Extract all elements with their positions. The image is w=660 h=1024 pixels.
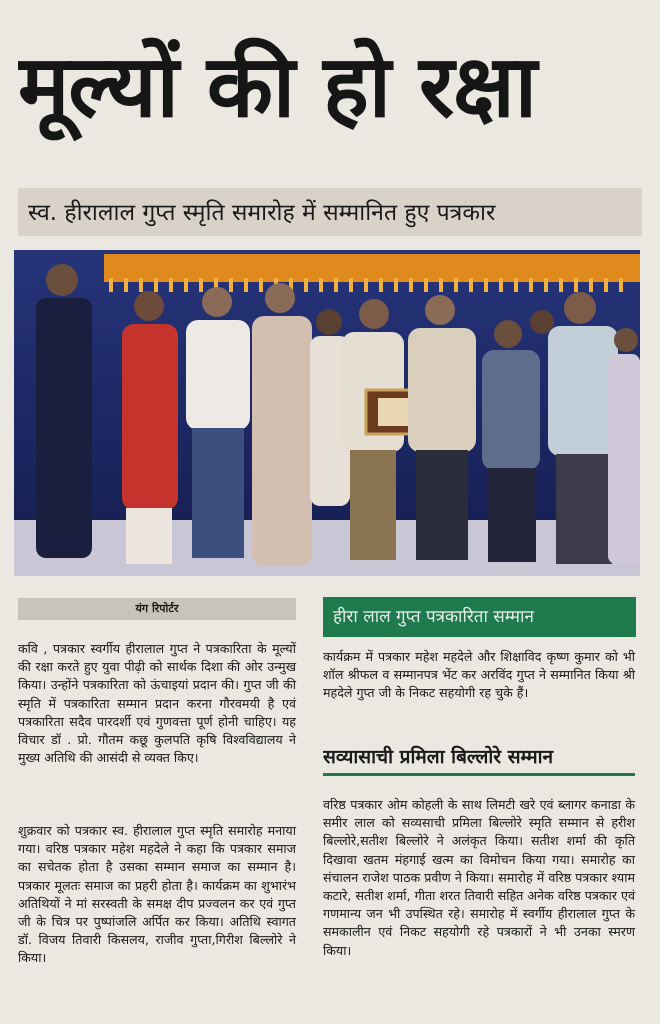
subheadline: स्व. हीरालाल गुप्त स्मृति समारोह में सम्मानित हुए पत्रकार [28, 200, 496, 226]
section-heading-underline [323, 773, 635, 776]
ceremony-photo-illustration [14, 250, 640, 576]
left-column-paragraph-2 [18, 822, 296, 1006]
section-heading-award: हीरा लाल गुप्त पत्रकारिता सम्मान [333, 607, 534, 627]
ceremony-photo [14, 250, 640, 576]
left-column-paragraph-1 [18, 640, 296, 822]
section-billore-text: वरिष्ठ पत्रकार ओम कोहली के साथ लिमटी खरे एवं ब्लागर कनाडा के समीर लाल को सव्यसाची प्रमिला बिल्लोरे स्मृति सम्मान से हरीश बिल्लोरे,सतीश बिल्लोरे ने अलंकृत किया। सतीश शर्मा की कृति दिखावा खतम मंहगाई खत्म का विमोचन किया गया। समारोह का संचालन राजेश पाठक प्रवीण ने किया। समारोह में वरिष्ठ पत्रकार श्याम कटारे, सतीश शर्मा, गीता शरत तिवारी सहित अनेक वरिष्ठ पत्रकार एवं गणमान्य जन भी उपस्थित रहे। समारोह में स्वर्गीय हीरालाल गुप्त के समकालीन एवं निकट सहयोगी रहे पत्रकारों ने भी उनका स्मरण किया। [323, 797, 635, 958]
byline: यंग रिपोर्टर [135, 602, 179, 615]
headline: मूल्यों की हो रक्षा [18, 37, 537, 137]
byline-bar [18, 598, 296, 620]
section-heading-billore: सव्यासाची प्रमिला बिल्लोरे सम्मान [323, 746, 554, 768]
section-award-text: कार्यक्रम में पत्रकार महेश महदेले और शिक्षाविद कृष्ण कुमार को भी शॉल श्रीफल व सम्मानपत्र भेंट कर अरविंद गुप्त ने सम्मानित किया श्री महदेले गुप्त जी के निकट सहयोगी रह चुके हैं। [323, 649, 635, 701]
left-column-text-2: शुक्रवार को पत्रकार स्व. हीरालाल गुप्त स्मृति समारोह मनाया गया। वरिष्ठ पत्रकार महेश महदेले ने कहा कि पत्रकार समाज का सचेतक होता है उसका सम्मान समाज का सम्मान है। पत्रकार मूलतः समाज का प्रहरी होता है। कार्यक्रम का शुभारंभ अतिथियों ने मां सरस्वती के समक्ष दीप प्रज्वलन कर एवं गुप्त जी के चित्र पर पुष्पांजलि अर्पित कर किया। अतिथि स्वागत डॉ. विजय तिवारी किसलय, राजीव गुप्ता,गिरीश बिल्लोरे ने किया। [18, 823, 296, 966]
left-column-text-1: कवि , पत्रकार स्वर्गीय हीरालाल गुप्त ने पत्रकारिता के मूल्यों की रक्षा करते हुए युवा पीढ़ी को सार्थक दिशा की ओर उन्मुख किया। उन्होंने पत्रकारिता को ऊंचाइयां प्रदान की। गुप्त जी की स्मृति में पत्रकारिता सम्मान प्रदान करना गौरवमयी है एवं पत्रकारिता सदैव पारदर्शी एवं गुणवत्ता पूर्ण होनी चाहिए। यह विचार डॉ . प्रो. गौतम कछू कुलपति कृषि विश्वविद्यालय ने मुख्य अतिथि की आसंदी से व्यक्त किए। [18, 641, 296, 766]
section-award-body [323, 648, 635, 728]
section-billore-body [323, 796, 635, 1008]
section-heading-bar [323, 597, 636, 637]
